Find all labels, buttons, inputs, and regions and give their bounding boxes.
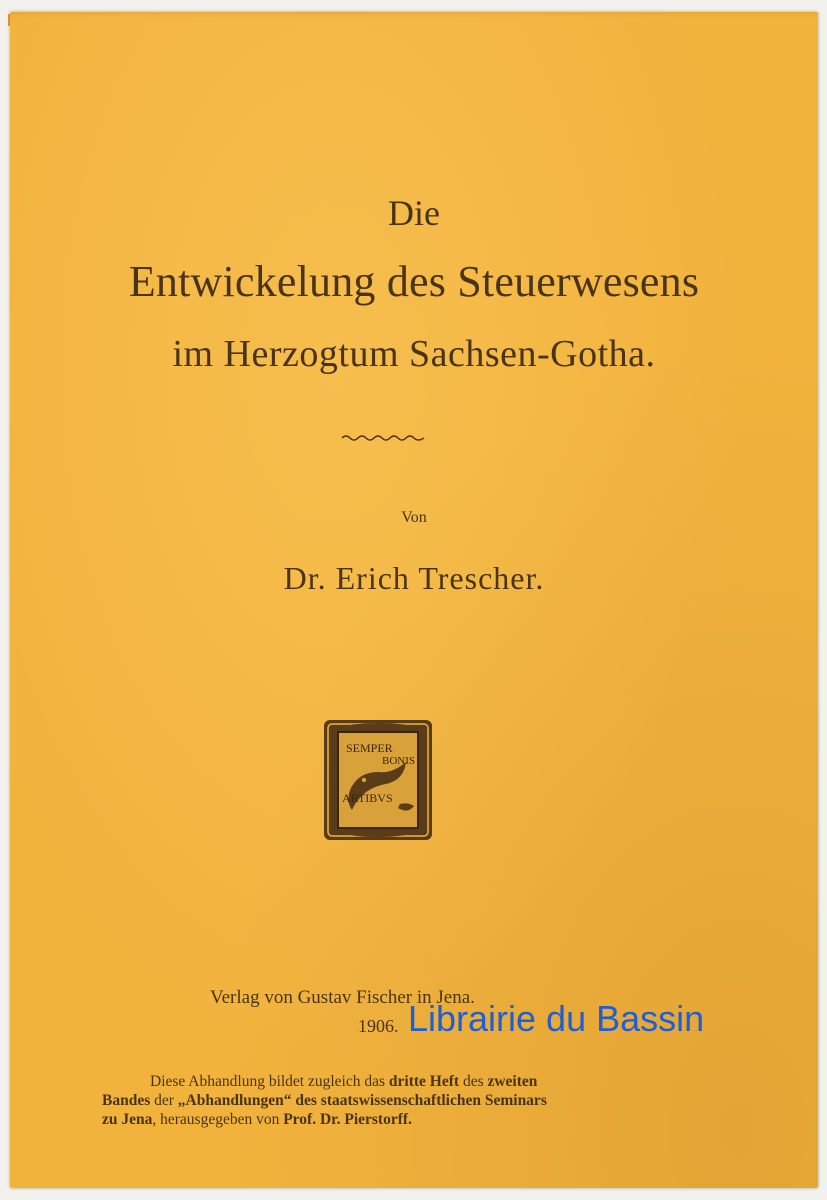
note-emphasis: dritte Heft bbox=[388, 1073, 460, 1090]
note-emphasis: „Abhandlungen“ des staatswissenschaftlichen Seminars bbox=[177, 1092, 547, 1109]
note-emphasis: Prof. Dr. Pierstorff. bbox=[283, 1111, 412, 1128]
publication-year: 1906. bbox=[358, 1016, 399, 1036]
emblem-word-2: BONIS bbox=[382, 755, 416, 767]
by-label: Von bbox=[401, 509, 427, 526]
book-subtitle: im Herzogtum Sachsen-Gotha. bbox=[172, 333, 656, 375]
book-title: Entwickelung des Steuerwesens bbox=[128, 257, 700, 306]
note-line-3 bbox=[102, 1110, 682, 1129]
cover-top-edge bbox=[10, 12, 818, 18]
note-line-2 bbox=[102, 1091, 682, 1110]
publisher-line: Verlag von Gustav Fischer in Jena. bbox=[210, 987, 475, 1008]
note-emphasis: zweiten bbox=[487, 1073, 538, 1090]
note-text: Diese Abhandlung bildet zugleich das bbox=[150, 1073, 389, 1090]
author-name: Dr. Erich Trescher. bbox=[283, 560, 545, 596]
series-note bbox=[102, 1072, 682, 1129]
watermark: Librairie du Bassin bbox=[408, 998, 705, 1039]
title-die: Die bbox=[388, 193, 440, 233]
note-line-1 bbox=[102, 1072, 682, 1091]
note-emphasis: Bandes bbox=[102, 1092, 151, 1109]
note-text: des bbox=[459, 1073, 488, 1090]
note-emphasis: zu Jena bbox=[102, 1111, 153, 1128]
note-text: der bbox=[150, 1092, 178, 1109]
note-text: , herausgegeben von bbox=[152, 1111, 284, 1128]
ornament-divider bbox=[340, 432, 426, 442]
publisher-emblem-icon bbox=[322, 718, 434, 842]
emblem-word-3: ARTIBVS bbox=[342, 791, 393, 805]
emblem-word-1: SEMPER bbox=[346, 741, 393, 755]
